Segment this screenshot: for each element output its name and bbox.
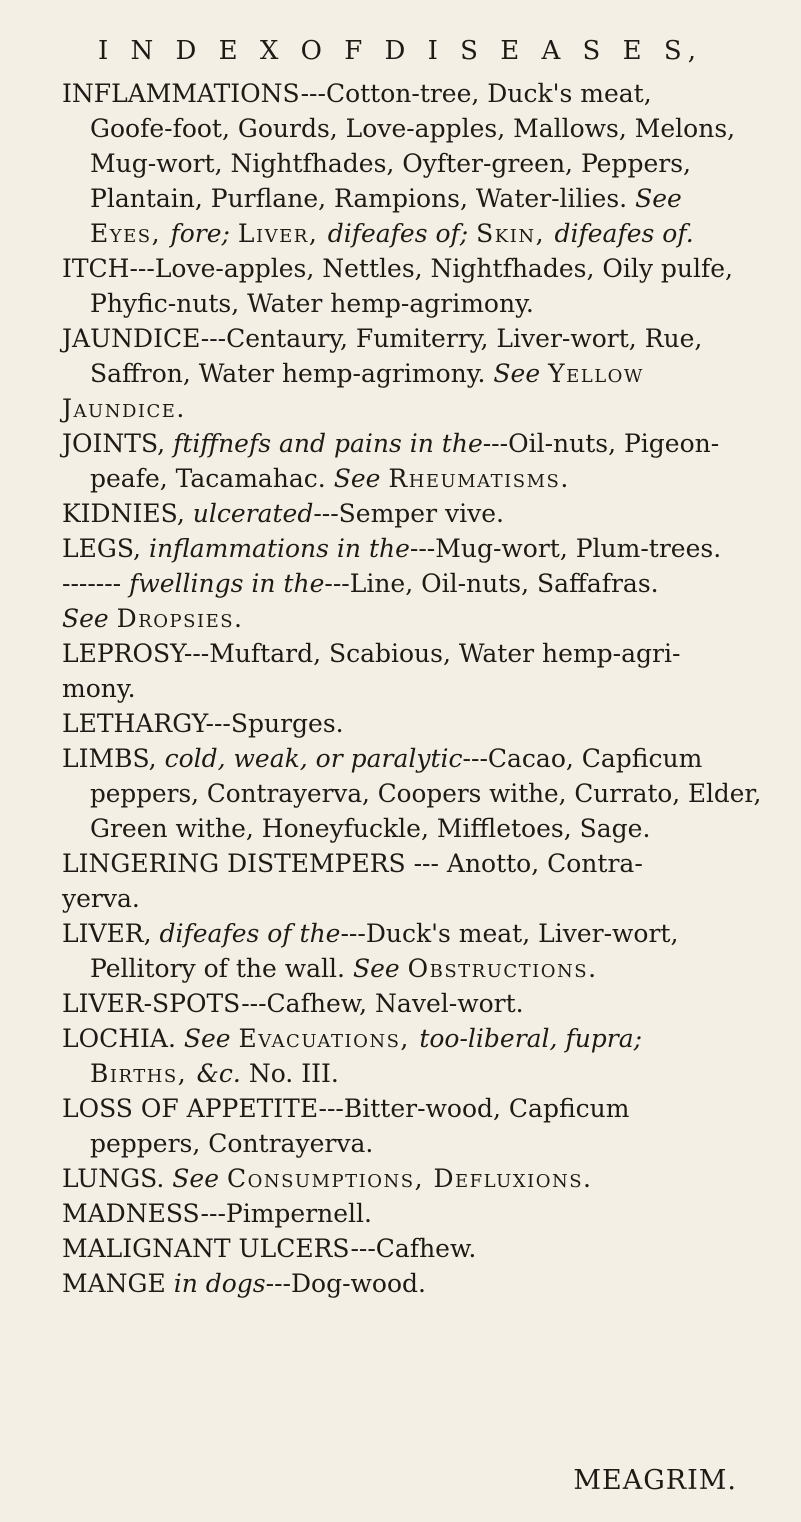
index-text: ---Oil-nuts, Pigeon- xyxy=(482,429,720,458)
index-text: See xyxy=(352,954,408,983)
index-text: MANGE xyxy=(62,1269,174,1298)
index-line xyxy=(90,149,691,179)
index-text: Liver, xyxy=(237,219,328,248)
index-text: ------- xyxy=(62,569,130,598)
index-text: See xyxy=(493,359,549,388)
index-text: LINGERING DISTEMPERS --- Anotto, Contra- xyxy=(62,849,643,878)
index-line xyxy=(62,919,678,949)
index-text: mony. xyxy=(62,674,136,703)
index-text: ITCH---Love-apples, Nettles, Nightfhades, Oily pulfe, xyxy=(62,254,733,283)
index-text: Births, xyxy=(90,1059,197,1088)
index-line xyxy=(62,254,733,284)
index-text: Obstructions. xyxy=(407,954,598,983)
index-line xyxy=(90,359,644,389)
index-line xyxy=(62,639,680,669)
index-line xyxy=(62,989,524,1019)
index-text: ulcerated xyxy=(192,499,314,528)
index-text: See xyxy=(183,1024,239,1053)
index-line xyxy=(90,1059,339,1089)
index-line xyxy=(90,464,570,494)
index-line xyxy=(90,1129,373,1159)
index-line xyxy=(62,674,136,704)
index-text: ---Cacao, Capficum xyxy=(462,744,703,773)
index-text: See xyxy=(333,464,389,493)
index-text: Dropsies. xyxy=(116,604,244,633)
index-text: See xyxy=(635,184,682,213)
index-text: cold, weak, or paralytic xyxy=(164,744,463,773)
index-line xyxy=(62,499,504,529)
index-text: Yellow xyxy=(548,359,644,388)
index-text: peppers, Contrayerva. xyxy=(90,1129,374,1158)
index-line xyxy=(62,79,652,109)
index-line xyxy=(62,884,140,914)
index-text: Phyfic-nuts, Water hemp-agrimony. xyxy=(90,289,534,318)
index-line xyxy=(90,289,534,319)
index-text: LUNGS. xyxy=(62,1164,173,1193)
index-text: too-liberal, fupra; xyxy=(419,1024,643,1053)
index-text: difeafes of the xyxy=(159,919,341,948)
index-text: Jaundice. xyxy=(62,394,186,423)
index-text: &c. xyxy=(196,1059,249,1088)
index-line xyxy=(62,394,186,424)
index-text: difeafes of. xyxy=(554,219,694,248)
index-text: Saffron, Water hemp-agrimony. xyxy=(90,359,494,388)
catchword: MEAGRIM. xyxy=(573,1465,737,1496)
index-text: Consumptions, Defluxions. xyxy=(226,1164,593,1193)
index-text: KIDNIES, xyxy=(62,499,193,528)
index-line xyxy=(62,849,643,879)
index-text: Rheumatisms. xyxy=(388,464,570,493)
index-text: INFLAMMATIONS---Cotton-tree, Duck's meat, xyxy=(62,79,652,108)
index-text: LIVER, xyxy=(62,919,160,948)
index-line xyxy=(62,324,702,354)
index-text: fore; xyxy=(170,219,238,248)
index-text: See xyxy=(62,604,117,633)
index-line xyxy=(62,1164,593,1194)
index-line xyxy=(62,1199,372,1229)
index-line xyxy=(62,1269,426,1299)
index-text: ---Semper vive. xyxy=(313,499,504,528)
index-text: ---Line, Oil-nuts, Saffafras. xyxy=(324,569,659,598)
index-text: LIMBS, xyxy=(62,744,165,773)
index-text: peppers, Contrayerva, Coopers withe, Currato, Elder, xyxy=(90,779,762,808)
index-line xyxy=(62,1094,629,1124)
index-line xyxy=(90,954,598,984)
index-text: Plantain, Purflane, Rampions, Water-lilies. xyxy=(90,184,636,213)
index-text: MALIGNANT ULCERS---Cafhew. xyxy=(62,1234,477,1263)
index-line xyxy=(62,1024,642,1054)
index-line xyxy=(62,604,244,634)
index-line xyxy=(62,534,721,564)
index-line xyxy=(90,814,650,844)
index-text: LEPROSY---Muftard, Scabious, Water hemp-agri- xyxy=(62,639,681,668)
index-line xyxy=(90,779,761,809)
running-heading: I N D E X O F D I S E A S E S, xyxy=(97,36,704,66)
index-text: peafe, Tacamahac. xyxy=(90,464,334,493)
index-text: JAUNDICE---Centaury, Fumiterry, Liver-wort, Rue, xyxy=(62,324,703,353)
index-text: ---Dog-wood. xyxy=(265,1269,426,1298)
index-text: MADNESS---Pimpernell. xyxy=(62,1199,372,1228)
index-text: LEGS, xyxy=(62,534,149,563)
index-line xyxy=(90,114,735,144)
index-line xyxy=(62,709,344,739)
index-line xyxy=(62,1234,476,1264)
index-line xyxy=(62,744,702,774)
index-text: See xyxy=(172,1164,227,1193)
index-text: LOCHIA. xyxy=(62,1024,184,1053)
index-text: ---Mug-wort, Plum-trees. xyxy=(409,534,722,563)
index-text: Eyes, xyxy=(90,219,171,248)
index-text: LOSS OF APPETITE---Bitter-wood, Capficum xyxy=(62,1094,630,1123)
index-text: No. III. xyxy=(248,1059,339,1088)
index-text: ---Duck's meat, Liver-wort, xyxy=(340,919,679,948)
index-text: ftiffnefs and pains in the xyxy=(173,429,483,458)
index-text: LETHARGY---Spurges. xyxy=(62,709,344,738)
index-text: JOINTS, xyxy=(62,429,174,458)
index-text: fwellings in the xyxy=(129,569,325,598)
index-line xyxy=(90,184,682,214)
index-text: yerva. xyxy=(62,884,140,913)
index-text: Skin, xyxy=(476,219,555,248)
index-text: Pellitory of the wall. xyxy=(90,954,353,983)
index-text: inflammations in the xyxy=(148,534,410,563)
index-text: Mug-wort, Nightfhades, Oyfter-green, Peppers, xyxy=(90,149,691,178)
index-text: LIVER-SPOTS---Cafhew, Navel-wort. xyxy=(62,989,524,1018)
index-line xyxy=(62,569,659,599)
index-line xyxy=(90,219,694,249)
index-text: difeafes of; xyxy=(327,219,477,248)
index-text: Green withe, Honeyfuckle, Miffletoes, Sage. xyxy=(90,814,651,843)
index-line xyxy=(62,429,719,459)
index-text: in dogs xyxy=(173,1269,266,1298)
index-text: Goofe-foot, Gourds, Love-apples, Mallows, Melons, xyxy=(90,114,736,143)
index-text: Evacuations, xyxy=(238,1024,420,1053)
